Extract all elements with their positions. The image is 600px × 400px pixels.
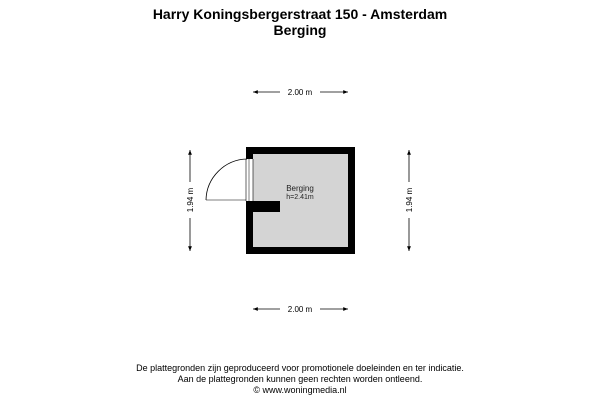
dimension-right [405,150,414,251]
dimension-left-label: 1.94 m [186,187,195,213]
disclaimer-line-1: De plattegronden zijn geproduceerd voor promotionele doeleinden en ter indicatie. [136,363,464,373]
dimension-top-label: 2.00 m [287,88,313,97]
copyright-line [0,385,600,396]
room-height: h=2.41m [286,194,314,201]
copyright-icon: © [253,385,261,395]
dimension-top [253,88,348,97]
room-name: Berging [286,184,314,193]
door [206,159,253,201]
disclaimer-line-2: Aan de plattegronden kunnen geen rechten worden ontleend. [177,374,423,384]
dimension-right-label: 1.94 m [405,187,414,213]
dimension-left [186,150,195,251]
page-title: Harry Koningsbergerstraat 150 - Amsterdam [152,6,448,22]
dimension-bottom-label: 2.00 m [287,305,313,314]
dimension-bottom [253,305,348,314]
page-subtitle: Berging [273,22,327,38]
website-link[interactable]: www.woningmedia.nl [262,385,347,395]
